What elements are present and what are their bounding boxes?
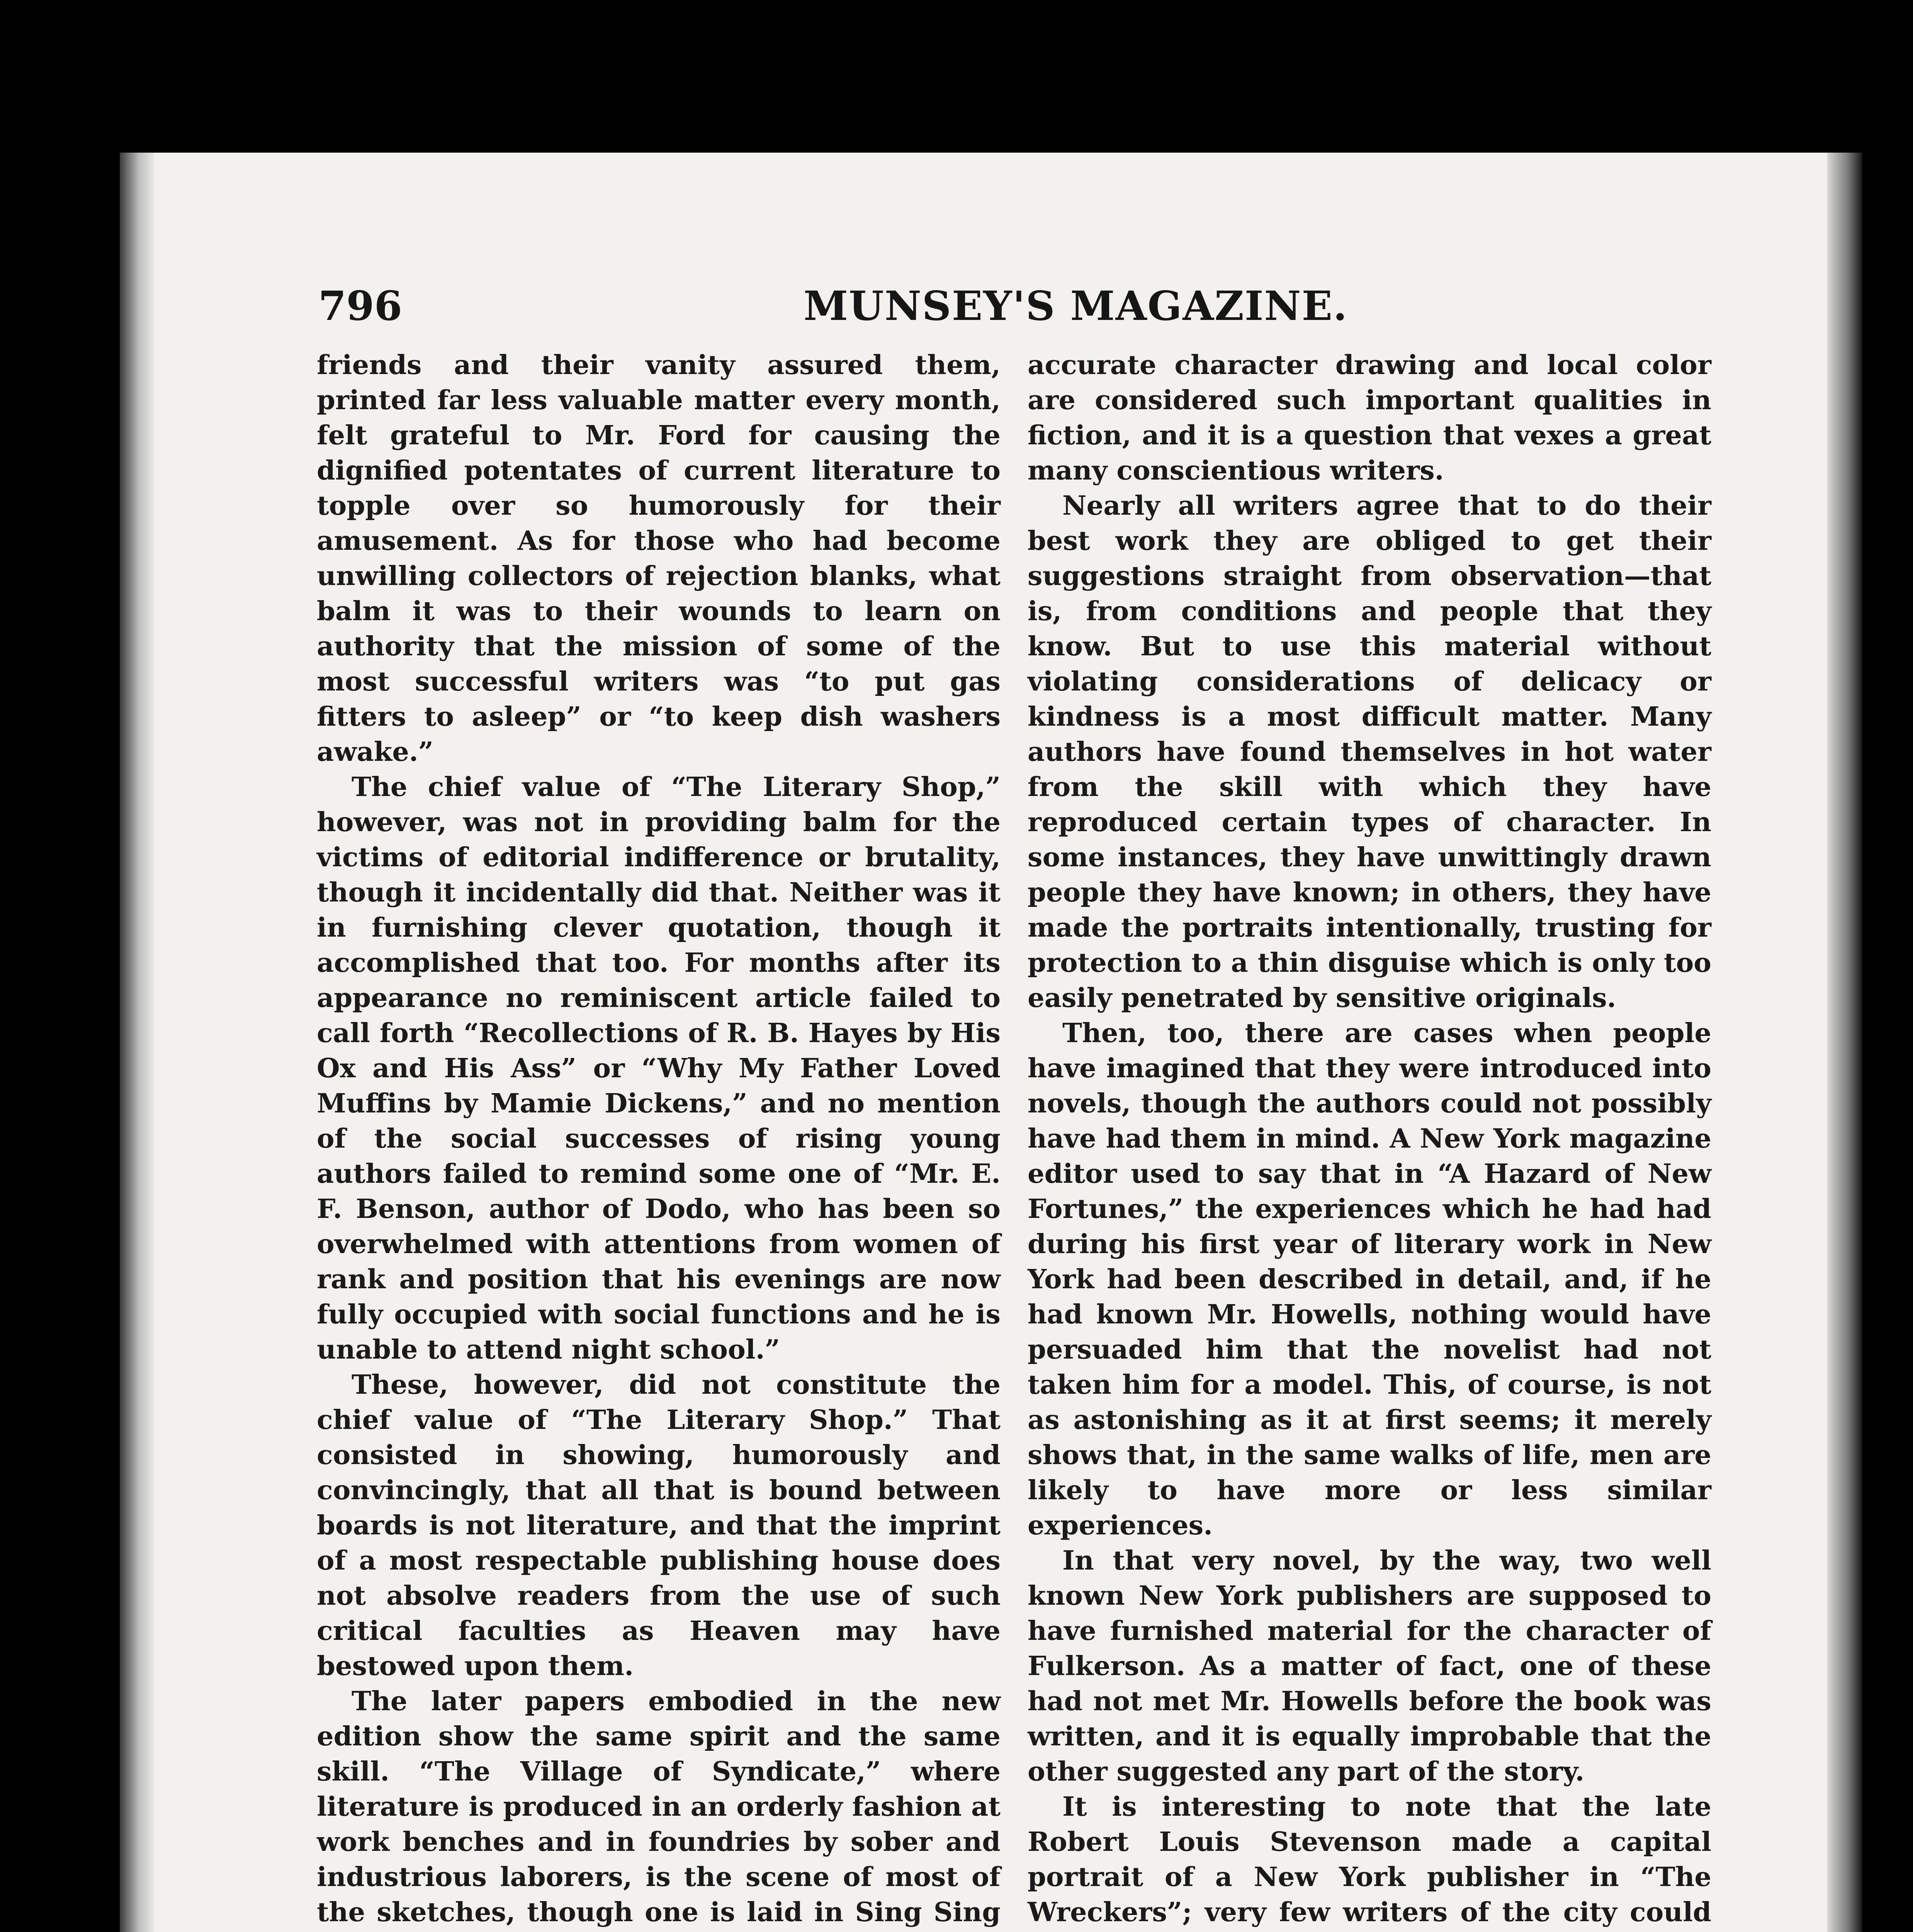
paragraph: The later papers embodied in the new edition show the same spirit and the same skill. “The Village of Syndicate,” where literature is produced in an orderly fashion at work benches and in foundries by sober and industrious laborers, is the scene of most of the sketches, though one is laid in Sing Sing [317, 1686, 1001, 1928]
right-column [1028, 348, 1711, 1932]
paragraph: Nearly all writers agree that to do their best work they are obliged to get their suggestions straight from observation—that is, from conditions and people that they know. But to use this material without violating considerations of delicacy or kindness is a most difficult matter. Many authors have found themselves in hot water from the skill with which they have reproduced certain types of character. In some instances, they have unwittingly drawn people they have known; in others, they have made the portraits intentionally, trusting for protection to a thin disguise which is only too easily penetrated by sensitive originals. [1028, 490, 1711, 1014]
page-header [309, 278, 1715, 336]
paragraph: These, however, did not constitute the chief value of “The Literary Shop.” That consisted in showing, humorously and convincingly, that all that is bound between boards is not literature, and that the imprint of a most respectable publishing house does not absolve readers from the use of such critical faculties as Heaven may have bestowed upon them. [317, 1369, 1001, 1682]
paragraph: It is interesting to note that the late Robert Louis Stevenson made a capital portrait of a New York publisher in “The Wreckers”; very few writers of the city could [1028, 1791, 1711, 1928]
page-edge-shadow [1827, 153, 1862, 1932]
binding-gutter [120, 153, 155, 1932]
paragraph: The chief value of “The Literary Shop,” however, was not in providing balm for the victims of editorial indifference or brutality, though it incidentally did that. Neither was it in furnishing clever quotation, though it accomplished that too. For months after its appearance no reminiscent article failed to call forth “Recollections of R. B. Hayes by His Ox and His Ass” or “Why My Father Loved Muffins by Mamie Dickens,” and no mention of the social successes of rising young authors failed to remind some one of “Mr. E. F. Benson, author of Dodo, who has been so overwhelmed with attentions from women of rank and position that his evenings are now fully occupied with social functions and he is unable to attend night school.” [317, 772, 1001, 1365]
paragraph: Then, too, there are cases when people have imagined that they were introduced into novels, though the authors could not possibly have had them in mind. A New York magazine editor used to say that in “A Hazard of New Fortunes,” the experiences which he had had during his first year of literary work in New York had been described in detail, and, if he had known Mr. Howells, nothing would have persuaded him that the novelist had not taken him for a model. This, of course, is not as astonishing as it at first seems; it merely shows that, in the same walks of life, men are likely to have more or less similar experiences. [1028, 1018, 1711, 1541]
paragraph: friends and their vanity assured them, printed far less valuable matter every month, felt grateful to Mr. Ford for causing the dignified potentates of current literature to topple over so humorously for their amusement. As for those who had become unwilling collectors of rejection blanks, what balm it was to their wounds to learn on authority that the mission of some of the most successful writers was “to put gas fitters to asleep” or “to keep dish washers awake.” [317, 350, 1001, 767]
page-number: 796 [318, 282, 403, 330]
paragraph: In that very novel, by the way, two well known New York publishers are supposed to have furnished material for the character of Fulkerson. As a matter of fact, one of these had not met Mr. Howells before the book was written, and it is equally improbable that the other suggested any part of the story. [1028, 1545, 1711, 1787]
left-column [317, 348, 1001, 1932]
running-head: MUNSEY'S MAGAZINE. [804, 282, 1348, 330]
paragraph: accurate character drawing and local color are considered such important qualities in fiction, and it is a question that vexes a great many conscientious writers. [1028, 350, 1711, 486]
